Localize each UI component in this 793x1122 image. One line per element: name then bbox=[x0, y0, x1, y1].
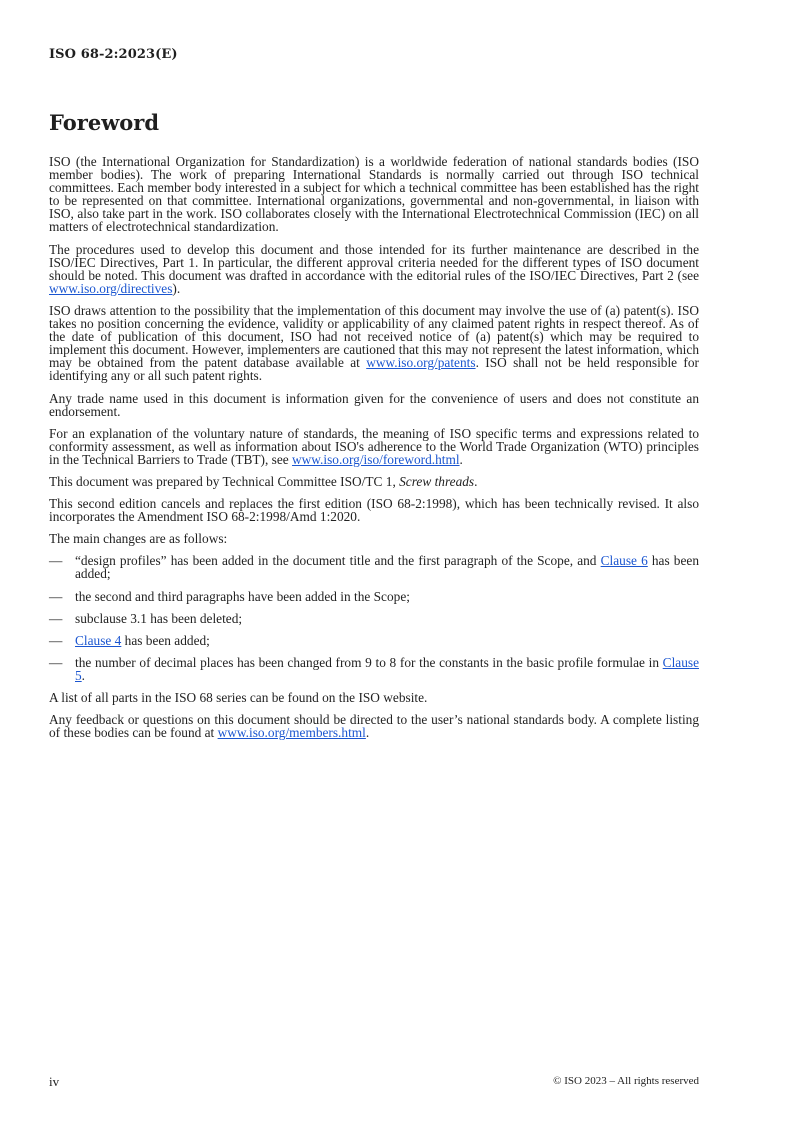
link-clause-5[interactable]: Clause 5 bbox=[75, 654, 699, 683]
list-item bbox=[49, 612, 699, 625]
copyright-notice: © ISO 2023 – All rights reserved bbox=[553, 1075, 699, 1087]
link-iso-patents[interactable]: www.iso.org/patents bbox=[366, 355, 476, 371]
list-item-text: the second and third paragraphs have been added in the Scope; bbox=[75, 588, 410, 604]
paragraph-main-changes: The main changes are as follows: bbox=[49, 531, 228, 547]
list-item bbox=[49, 554, 699, 580]
paragraph-voluntary-nature bbox=[49, 427, 699, 466]
dash-bullet: — bbox=[49, 610, 63, 626]
list-item bbox=[49, 590, 699, 603]
paragraph-iso-intro: ISO (the International Organization for Standardization) is a worldwide federation of national standards bodies (ISO member bodies). The work of preparing International Standards is normally carried out through ISO technical committees. Each member body interested in a subject for which a technical committee has been established has the right to be represented on that committee. International organizations, governmental and non-governmental, in liaison with ISO, also take part in the work. ISO collaborates closely with the International Electrotechnical Commission (IEC) on all matters of electrotechnical standardization. bbox=[49, 154, 699, 235]
link-clause-6[interactable]: Clause 6 bbox=[600, 553, 648, 569]
paragraph-text: For an explanation of the voluntary nature of standards, the meaning of ISO specific terms and expressions related to conformity assessment, as well as information about ISO's adherence to the World Trade Organization (WTO) principles in the Technical Barriers to Trade (TBT), see bbox=[49, 425, 699, 467]
paragraph-trade-name: Any trade name used in this document is information given for the convenience of users and does not constitute an endorsement. bbox=[49, 390, 699, 419]
page-number: iv bbox=[49, 1074, 60, 1089]
paragraph-feedback bbox=[49, 713, 699, 739]
list-item-text: “design profiles” has been added in the document title and the first paragraph of the Scope, and bbox=[75, 553, 601, 569]
link-iso-members[interactable]: www.iso.org/members.html bbox=[217, 725, 366, 741]
dash-bullet: — bbox=[49, 553, 63, 569]
link-clause-4[interactable]: Clause 4 bbox=[75, 632, 122, 648]
paragraph-text: This document was prepared by Technical Committee ISO/TC 1, bbox=[49, 473, 400, 489]
list-item-text: subclause 3.1 has been deleted; bbox=[75, 610, 243, 626]
changes-list bbox=[49, 554, 699, 682]
paragraph-text: . bbox=[474, 473, 478, 489]
paragraph-text: ISO draws attention to the possibility that the implementation of this document may involve the use of (a) patent(s). ISO takes no position concerning the evidence, validity or applicability of any claimed patent rights in respect thereof. As of the date of publication of this document, ISO had not received notice of (a) patent(s) which may be required to implement this document. However, implementers are cautioned that this may not represent the latest information, which may be obtained from the patent database available at bbox=[49, 302, 699, 371]
paragraph-text: ). bbox=[172, 280, 181, 296]
paragraph-patents bbox=[49, 304, 699, 383]
list-item-text: has been added; bbox=[121, 632, 210, 648]
dash-bullet: — bbox=[49, 632, 63, 648]
page-title: Foreword bbox=[49, 110, 160, 135]
foreword-body bbox=[49, 155, 699, 748]
paragraph-committee bbox=[49, 475, 699, 488]
list-item-text: the number of decimal places has been changed from 9 to 8 for the constants in the basic profile formulae in bbox=[75, 654, 663, 670]
dash-bullet: — bbox=[49, 654, 63, 670]
paragraph-series-list: A list of all parts in the ISO 68 series can be found on the ISO website. bbox=[49, 690, 428, 705]
list-item-text: . bbox=[81, 667, 86, 683]
paragraph-procedures bbox=[49, 243, 699, 295]
committee-name: Screw threads bbox=[399, 473, 475, 489]
dash-bullet: — bbox=[49, 588, 63, 604]
paragraph-text: The procedures used to develop this document and those intended for its further maintenance are described in the ISO/IEC Directives, Part 1. In particular, the different approval criteria needed for the different types of ISO document should be noted. This document was drafted in accordance with the editorial rules of the ISO/IEC Directives, Part 2 (see bbox=[49, 241, 699, 283]
list-item bbox=[49, 634, 699, 647]
paragraph-text: Any feedback or questions on this document should be directed to the user’s national standards body. A complete listing of these bodies can be found at bbox=[49, 712, 699, 741]
list-item bbox=[49, 656, 699, 682]
document-id: ISO 68-2:2023(E) bbox=[49, 47, 178, 62]
paragraph-text: . bbox=[365, 725, 370, 741]
paragraph-text: . bbox=[459, 451, 463, 467]
list-item-text: has been added; bbox=[75, 553, 699, 582]
link-iso-foreword[interactable]: www.iso.org/iso/foreword.html bbox=[292, 451, 460, 467]
paragraph-text: . ISO shall not be held responsible for identifying any or all such patent rights. bbox=[49, 355, 699, 384]
paragraph-edition: This second edition cancels and replaces the first edition (ISO 68-2:1998), which has been technically revised. It also incorporates the Amendment ISO 68-2:1998/Amd 1:2020. bbox=[49, 496, 699, 525]
link-iso-directives[interactable]: www.iso.org/directives bbox=[49, 280, 173, 296]
